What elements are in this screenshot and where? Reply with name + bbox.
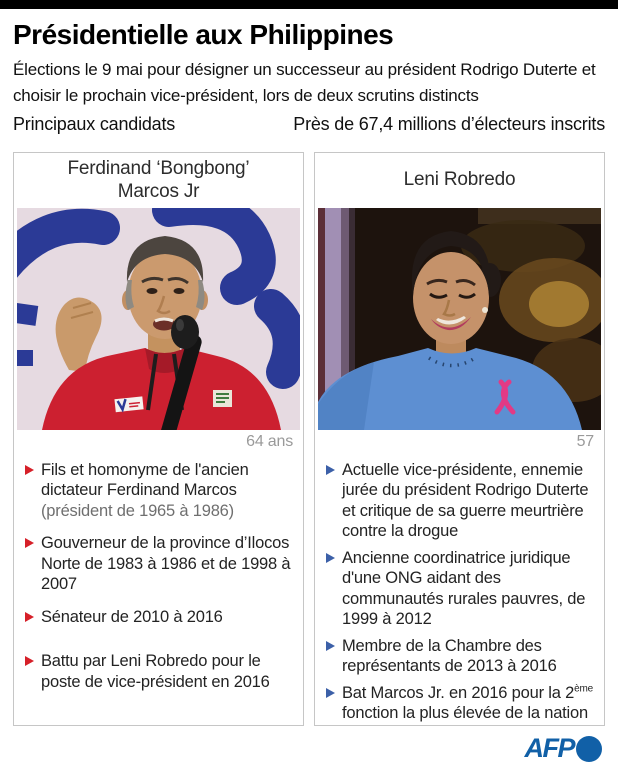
afp-circle-icon	[576, 736, 602, 762]
candidate-age-robredo: 57	[576, 433, 594, 450]
triangle-bullet-icon	[25, 612, 34, 622]
candidate-age-marcos: 64 ans	[246, 433, 293, 450]
triangle-bullet-icon	[25, 656, 34, 666]
page-title: Présidentielle aux Philippines	[13, 19, 394, 50]
triangle-bullet-icon	[25, 465, 34, 475]
main-candidates-label: Principaux candidats	[13, 114, 176, 134]
triangle-bullet-icon	[25, 538, 34, 548]
triangle-bullet-icon	[326, 688, 335, 698]
candidate-card-marcos	[13, 152, 304, 726]
fact-item: Ancienne coordinatrice juridique d'une ONG aidant des communautés rurales pauvres, de 1999 à 2012	[326, 548, 596, 630]
fact-item: Membre de la Chambre des représentants de 2013 à 2016	[326, 636, 596, 677]
fact-note: (président de 1965 à 1986)	[41, 501, 234, 520]
marcos-photo	[17, 208, 300, 430]
fact-item: Actuelle vice-présidente, ennemie jurée du président Rodrigo Duterte et critique de sa guerre meurtrière contre la drogue	[326, 460, 596, 542]
afp-logo	[525, 733, 603, 764]
subtitle: Élections le 9 mai pour désigner un successeur au président Rodrigo Duterte et choisir le prochain vice-président, lors de deux scrutins distincts	[13, 60, 596, 105]
fact-item: Sénateur de 2010 à 2016	[25, 607, 295, 627]
triangle-bullet-icon	[326, 641, 335, 651]
afp-logo-text: AFP	[524, 733, 574, 763]
candidate-facts-robredo	[315, 460, 604, 723]
candidate-facts-marcos	[14, 460, 303, 692]
top-black-bar	[0, 0, 618, 9]
robredo-photo	[318, 208, 601, 430]
candidate-card-robredo	[314, 152, 605, 726]
candidate-name-marcos: Ferdinand ‘Bongbong’ Marcos Jr	[67, 158, 250, 202]
fact-item: Gouverneur de la province d’Ilocos Norte de 1983 à 1986 et de 1998 à 2007	[25, 533, 295, 594]
triangle-bullet-icon	[326, 465, 335, 475]
candidate-cards	[13, 152, 605, 726]
fact-item: Fils et homonyme de l'ancien dictateur Ferdinand Marcos (président de 1965 à 1986)	[25, 460, 295, 521]
registered-voters-label: Près de 67,4 millions d’électeurs inscrits	[293, 114, 605, 134]
candidate-name-robredo: Leni Robredo	[403, 169, 516, 191]
triangle-bullet-icon	[326, 553, 335, 563]
fact-item: Battu par Leni Robredo pour le poste de vice-président en 2016	[25, 651, 295, 692]
meta-row	[13, 114, 605, 135]
fact-item: Bat Marcos Jr. en 2016 pour la 2ème fonction la plus élevée de la nation	[326, 683, 596, 724]
